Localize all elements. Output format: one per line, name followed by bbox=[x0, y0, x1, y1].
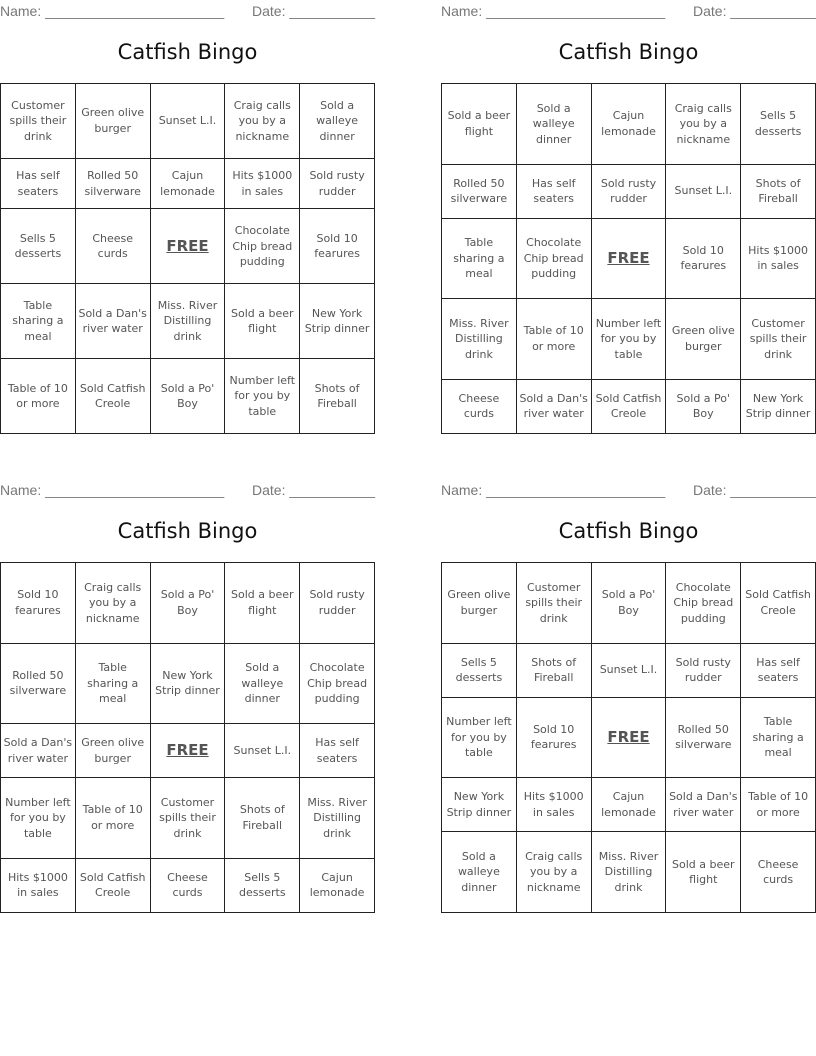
grid-row bbox=[1, 158, 375, 208]
free-space-cell: FREE bbox=[591, 218, 666, 299]
bingo-cell: Sells 5 desserts bbox=[1, 209, 76, 284]
bingo-grid bbox=[441, 562, 816, 913]
bingo-cell: Table of 10 or more bbox=[516, 299, 591, 380]
bingo-cell: Sold a walleye dinner bbox=[300, 84, 375, 159]
bingo-cell: Green olive burger bbox=[442, 563, 517, 644]
bingo-grid bbox=[0, 562, 375, 913]
card-header bbox=[441, 479, 816, 501]
bingo-cell: Green olive burger bbox=[75, 84, 150, 159]
bingo-cell: Has self seaters bbox=[300, 724, 375, 778]
bingo-cell: Cheese curds bbox=[150, 858, 225, 912]
bingo-cell: Sold a Po' Boy bbox=[666, 379, 741, 433]
bingo-cell: Sold Catfish Creole bbox=[75, 858, 150, 912]
bingo-cell: Sunset L.I. bbox=[150, 84, 225, 159]
bingo-cell: Rolled 50 silverware bbox=[442, 164, 517, 218]
bingo-cell: Table sharing a meal bbox=[741, 697, 816, 778]
bingo-cell: Cajun lemonade bbox=[591, 778, 666, 832]
bingo-cell: Cajun lemonade bbox=[300, 858, 375, 912]
card-header bbox=[0, 0, 375, 22]
grid-row bbox=[1, 84, 375, 159]
bingo-cell: Sold a beer flight bbox=[225, 284, 300, 359]
bingo-cell: Number left for you by table bbox=[442, 697, 517, 778]
bingo-cell: Sells 5 desserts bbox=[442, 643, 517, 697]
date-field-label: Date: ___________ bbox=[252, 482, 375, 498]
bingo-cell: Chocolate Chip bread pudding bbox=[516, 218, 591, 299]
grid-row bbox=[1, 858, 375, 912]
bingo-cell: Green olive burger bbox=[75, 724, 150, 778]
bingo-cell: Rolled 50 silverware bbox=[666, 697, 741, 778]
bingo-cell: Sold a walleye dinner bbox=[516, 84, 591, 165]
grid-row bbox=[442, 379, 816, 433]
bingo-cell: Table sharing a meal bbox=[442, 218, 517, 299]
grid-row bbox=[1, 724, 375, 778]
bingo-cell: Miss. River Distilling drink bbox=[591, 832, 666, 913]
bingo-cell: Number left for you by table bbox=[225, 359, 300, 434]
bingo-cell: Sold a walleye dinner bbox=[225, 643, 300, 724]
name-field-label: Name: _______________________ bbox=[0, 3, 225, 19]
free-space-cell: FREE bbox=[150, 724, 225, 778]
bingo-cell: New York Strip dinner bbox=[150, 643, 225, 724]
bingo-cell: Has self seaters bbox=[1, 158, 76, 208]
bingo-cell: Sunset L.I. bbox=[225, 724, 300, 778]
bingo-grid bbox=[441, 83, 816, 434]
grid-row bbox=[442, 778, 816, 832]
grid-row bbox=[442, 697, 816, 778]
bingo-cell: Shots of Fireball bbox=[225, 778, 300, 859]
bingo-cell: Sold a walleye dinner bbox=[442, 832, 517, 913]
bingo-cell: Number left for you by table bbox=[591, 299, 666, 380]
grid-row bbox=[1, 359, 375, 434]
grid-row bbox=[1, 563, 375, 644]
date-field-label: Date: ___________ bbox=[693, 3, 816, 19]
bingo-cell: Sunset L.I. bbox=[666, 164, 741, 218]
card-header bbox=[441, 0, 816, 22]
grid-row bbox=[442, 643, 816, 697]
bingo-cell: Sold Catfish Creole bbox=[75, 359, 150, 434]
bingo-cell: Sold rusty rudder bbox=[591, 164, 666, 218]
grid-row bbox=[1, 284, 375, 359]
card-title: Catfish Bingo bbox=[117, 519, 258, 543]
card-title: Catfish Bingo bbox=[558, 519, 699, 543]
bingo-cell: Craig calls you by a nickname bbox=[225, 84, 300, 159]
bingo-cell: Has self seaters bbox=[516, 164, 591, 218]
bingo-cell: Hits $1000 in sales bbox=[225, 158, 300, 208]
bingo-cell: Customer spills their drink bbox=[516, 563, 591, 644]
bingo-cell: Table sharing a meal bbox=[75, 643, 150, 724]
bingo-cell: Number left for you by table bbox=[1, 778, 76, 859]
bingo-cell: Sold 10 fearures bbox=[516, 697, 591, 778]
bingo-cell: Hits $1000 in sales bbox=[1, 858, 76, 912]
bingo-cell: Miss. River Distilling drink bbox=[442, 299, 517, 380]
bingo-cell: Chocolate Chip bread pudding bbox=[666, 563, 741, 644]
bingo-cell: Sold rusty rudder bbox=[300, 563, 375, 644]
free-space-cell: FREE bbox=[591, 697, 666, 778]
bingo-grid bbox=[0, 83, 375, 434]
bingo-cell: Customer spills their drink bbox=[150, 778, 225, 859]
grid-row bbox=[442, 84, 816, 165]
bingo-cell: Craig calls you by a nickname bbox=[666, 84, 741, 165]
bingo-cell: Hits $1000 in sales bbox=[516, 778, 591, 832]
bingo-cell: Rolled 50 silverware bbox=[1, 643, 76, 724]
bingo-cell: Table of 10 or more bbox=[1, 359, 76, 434]
bingo-cell: Sold a beer flight bbox=[442, 84, 517, 165]
card-title: Catfish Bingo bbox=[558, 40, 699, 64]
bingo-cell: Sold Catfish Creole bbox=[591, 379, 666, 433]
bingo-cell: New York Strip dinner bbox=[442, 778, 517, 832]
grid-row bbox=[442, 299, 816, 380]
card-title: Catfish Bingo bbox=[117, 40, 258, 64]
bingo-cell: Sold Catfish Creole bbox=[741, 563, 816, 644]
bingo-cell: Sold a beer flight bbox=[225, 563, 300, 644]
bingo-cell: Customer spills their drink bbox=[1, 84, 76, 159]
bingo-cell: Green olive burger bbox=[666, 299, 741, 380]
grid-row bbox=[1, 643, 375, 724]
bingo-cell: New York Strip dinner bbox=[300, 284, 375, 359]
bingo-cell: Cheese curds bbox=[741, 832, 816, 913]
grid-row bbox=[442, 563, 816, 644]
name-field-label: Name: _______________________ bbox=[441, 482, 666, 498]
bingo-cell: Table of 10 or more bbox=[741, 778, 816, 832]
bingo-cell: Sold a Dan's river water bbox=[516, 379, 591, 433]
bingo-cell: New York Strip dinner bbox=[741, 379, 816, 433]
grid-row bbox=[442, 164, 816, 218]
bingo-cell: Sold a Dan's river water bbox=[75, 284, 150, 359]
bingo-cell: Sold a Po' Boy bbox=[150, 563, 225, 644]
grid-row bbox=[442, 218, 816, 299]
name-field-label: Name: _______________________ bbox=[0, 482, 225, 498]
bingo-cell: Customer spills their drink bbox=[741, 299, 816, 380]
bingo-cell: Sold rusty rudder bbox=[666, 643, 741, 697]
bingo-cell: Shots of Fireball bbox=[741, 164, 816, 218]
bingo-cell: Rolled 50 silverware bbox=[75, 158, 150, 208]
bingo-cell: Sold a Dan's river water bbox=[1, 724, 76, 778]
bingo-cell: Sells 5 desserts bbox=[225, 858, 300, 912]
bingo-cell: Shots of Fireball bbox=[516, 643, 591, 697]
grid-row bbox=[1, 209, 375, 284]
bingo-cell: Miss. River Distilling drink bbox=[300, 778, 375, 859]
bingo-cell: Craig calls you by a nickname bbox=[75, 563, 150, 644]
bingo-cell: Sold a beer flight bbox=[666, 832, 741, 913]
bingo-cell: Sunset L.I. bbox=[591, 643, 666, 697]
bingo-cell: Craig calls you by a nickname bbox=[516, 832, 591, 913]
bingo-cell: Sold 10 fearures bbox=[1, 563, 76, 644]
date-field-label: Date: ___________ bbox=[693, 482, 816, 498]
bingo-cell: Shots of Fireball bbox=[300, 359, 375, 434]
bingo-cell: Sold a Po' Boy bbox=[591, 563, 666, 644]
bingo-cell: Sold rusty rudder bbox=[300, 158, 375, 208]
bingo-cell: Table of 10 or more bbox=[75, 778, 150, 859]
bingo-cell: Sold 10 fearures bbox=[300, 209, 375, 284]
bingo-cell: Sold 10 fearures bbox=[666, 218, 741, 299]
name-field-label: Name: _______________________ bbox=[441, 3, 666, 19]
bingo-cell: Chocolate Chip bread pudding bbox=[225, 209, 300, 284]
bingo-cell: Hits $1000 in sales bbox=[741, 218, 816, 299]
bingo-cell: Cheese curds bbox=[75, 209, 150, 284]
grid-row bbox=[1, 778, 375, 859]
card-header bbox=[0, 479, 375, 501]
bingo-cell: Cheese curds bbox=[442, 379, 517, 433]
bingo-cell: Cajun lemonade bbox=[591, 84, 666, 165]
bingo-cell: Table sharing a meal bbox=[1, 284, 76, 359]
grid-row bbox=[442, 832, 816, 913]
free-space-cell: FREE bbox=[150, 209, 225, 284]
bingo-cell: Cajun lemonade bbox=[150, 158, 225, 208]
bingo-cell: Sold a Po' Boy bbox=[150, 359, 225, 434]
bingo-cell: Sells 5 desserts bbox=[741, 84, 816, 165]
bingo-cell: Has self seaters bbox=[741, 643, 816, 697]
bingo-cell: Sold a Dan's river water bbox=[666, 778, 741, 832]
date-field-label: Date: ___________ bbox=[252, 3, 375, 19]
bingo-cell: Chocolate Chip bread pudding bbox=[300, 643, 375, 724]
bingo-cell: Miss. River Distilling drink bbox=[150, 284, 225, 359]
